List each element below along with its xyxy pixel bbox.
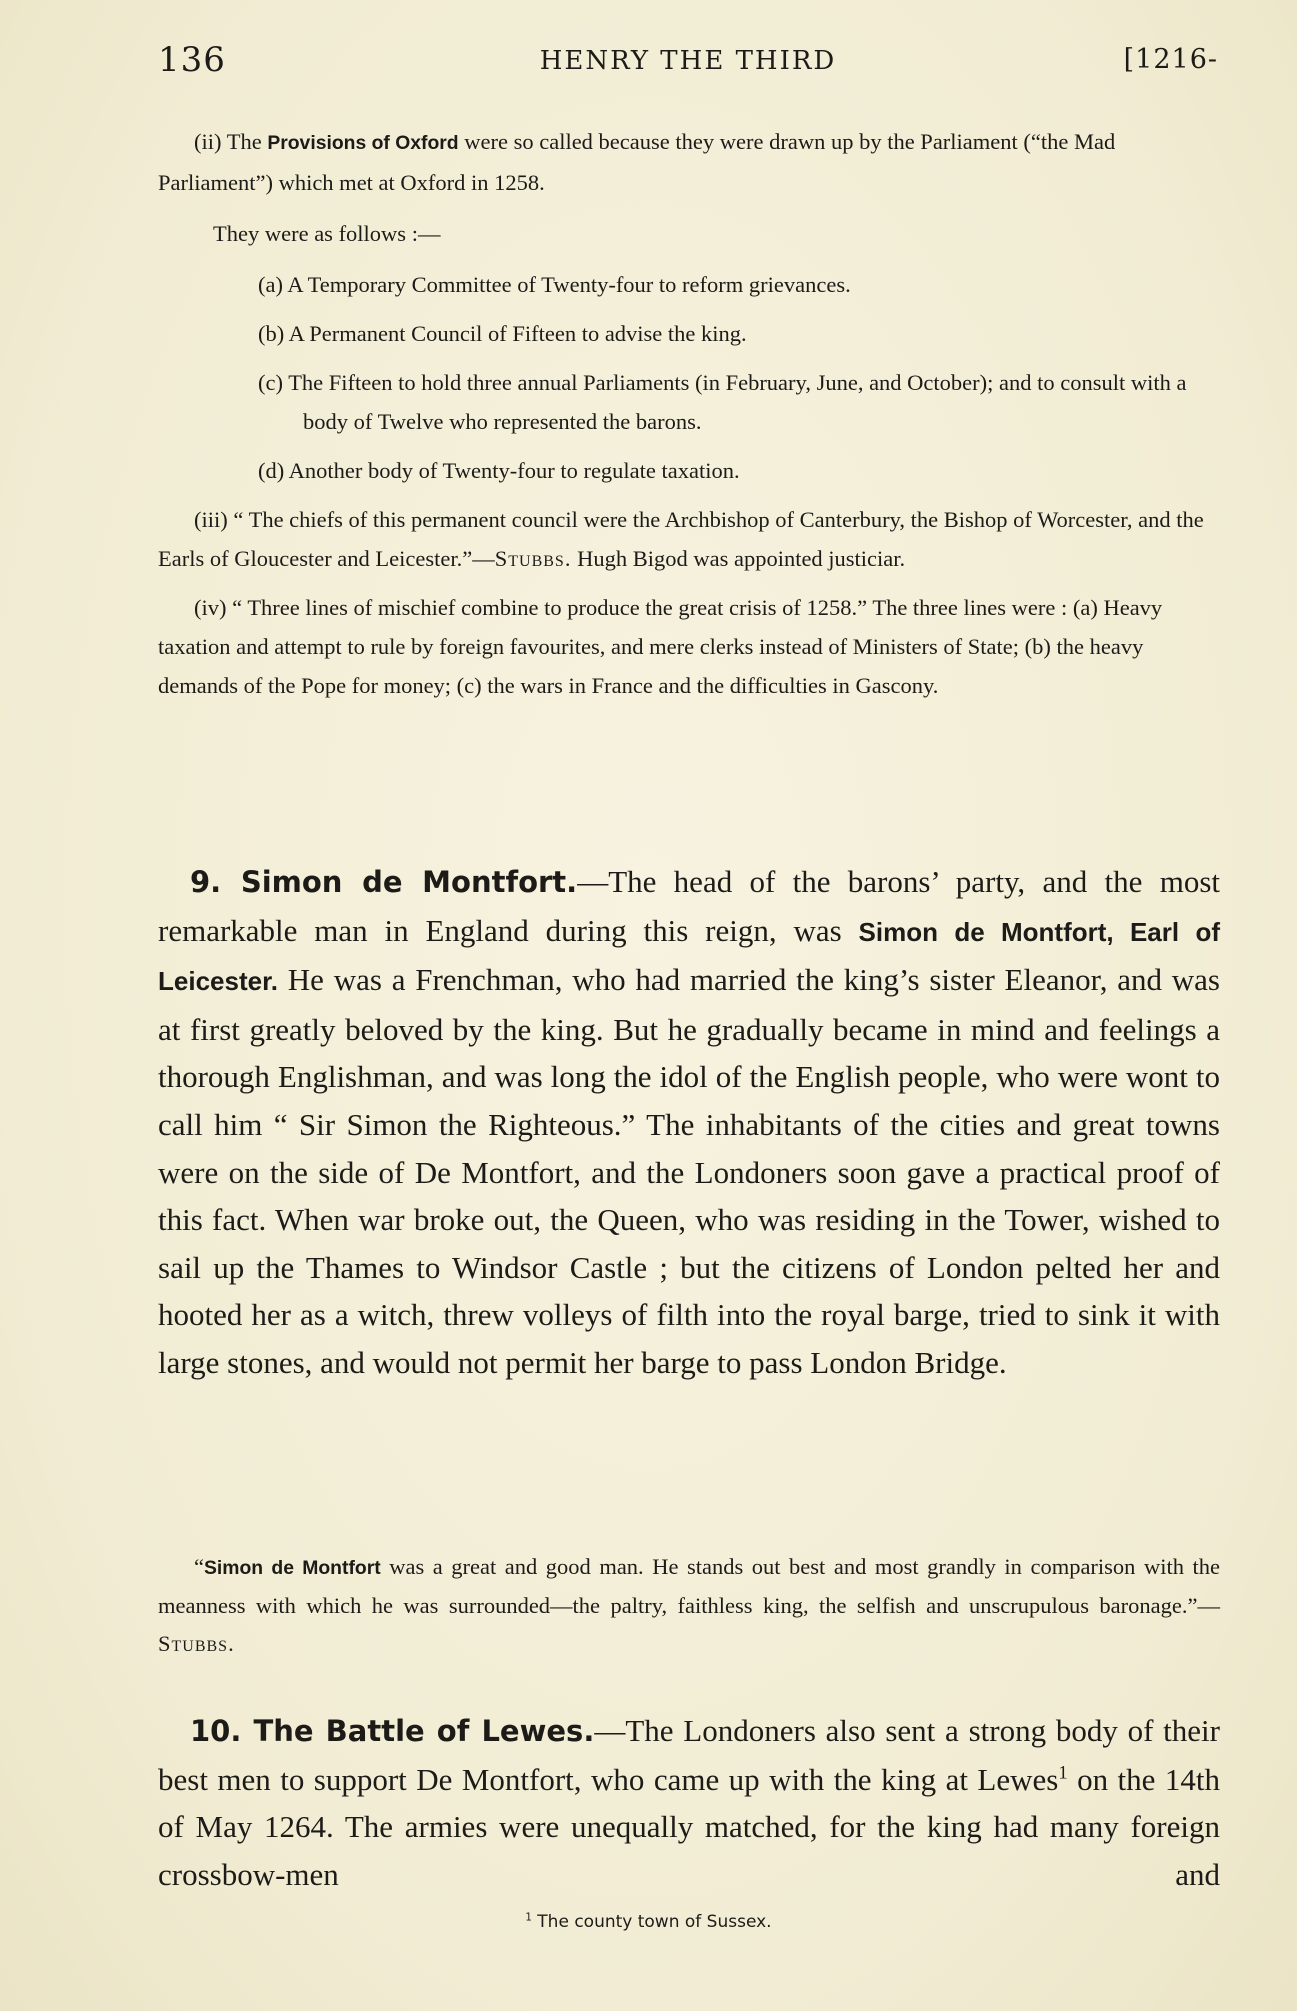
page-header	[158, 40, 1218, 90]
note-iii-source: Stubbs.	[494, 546, 572, 571]
note-iv: (iv) “ Three lines of mischief combine to produce the great crisis of 1258.” The three lines were : (a) Heavy taxation and attempt to rule by foreign favourites, and mere clerks instead of Ministers of State; (b) the heavy demands of the Pope for money; (c) the wars in France and the difficulties in Gascony.	[158, 595, 1163, 698]
quote-paragraph	[158, 1548, 1220, 1663]
footnote	[0, 1912, 1297, 1932]
section-10-heading: 10. The Battle of Lewes.	[190, 1714, 595, 1748]
note-intro: They were as follows :—	[213, 221, 441, 246]
provisions-of-oxford-term: Provisions of Oxford	[267, 132, 459, 154]
note-iii-text: (iii) “ The chiefs of this permanent council were the Archbishop of Canterbury, the Bishop of Worcester, and the Earls of Gloucester and Leicester.”—	[158, 507, 1204, 571]
section-9-text-a: —The head of the barons’ party, and the most remarkable man in England during this reign, was	[158, 864, 1220, 948]
note-iii	[158, 500, 1220, 578]
quote-text: was a great and good man. He stands out best and most grandly in comparison with the meanness with which he was surrounded—the paltry, faithless king, the selfish and unscrupulous baronage.”—	[158, 1554, 1220, 1618]
section-9-heading: 9. Simon de Montfort.	[190, 865, 578, 899]
section-9-paragraph	[158, 858, 1220, 1387]
running-title: HENRY THE THIRD	[539, 46, 837, 76]
footnote-text: The county town of Sussex.	[531, 1912, 772, 1932]
stubbs-quote	[158, 1548, 1220, 1663]
section-10-text-a: —The Londoners also sent a strong body of their best men to support De Montfort, who came up with the king at Lewes	[158, 1713, 1220, 1797]
notes-block	[158, 122, 1220, 705]
section-9-text-b: He was a Frenchman, who had married the king’s sister Eleanor, and was at first greatly beloved by the king. But he gradually became in mind and feelings a thorough Englishman, and was long the idol of the English people, who were wont to call him “ Sir Simon the Righteous.” The inhabitants of the cities and great towns were on the side of De Montfort, and the Londoners soon gave a practical proof of this fact. When war broke out, the Queen, who was residing in the Tower, wished to sail up the Thames to Windsor Castle ; but the citizens of London pelted her and hooted her as a witch, threw volleys of filth into the royal barge, tried to sink it with large stones, and would not permit her barge to pass London Bridge.	[158, 962, 1220, 1380]
header-date: [1216-	[1123, 44, 1218, 75]
simon-de-montfort-name: Simon de Montfort, Earl of Leicester.	[158, 916, 1220, 997]
section-10-paragraph	[158, 1707, 1220, 1898]
note-ii-text: were so called because they were drawn up by the Parliament (“the Mad Parliament”) which met at Oxford in 1258.	[158, 129, 1116, 195]
note-ii-label: (ii) The	[194, 129, 262, 154]
list-item: (c) The Fifteen to hold three annual Parliaments (in February, June, and October); and to consult with a body of Twelve who represented the barons.	[258, 370, 1187, 434]
quote-open: “	[194, 1554, 204, 1579]
page-number: 136	[158, 40, 226, 80]
list-item: (b) A Permanent Council of Fifteen to advise the king.	[258, 321, 747, 346]
quote-source: Stubbs.	[158, 1631, 235, 1656]
list-item: (a) A Temporary Committee of Twenty-four to reform grievances.	[258, 272, 851, 297]
list-item: (d) Another body of Twenty-four to regulate taxation.	[258, 458, 740, 483]
section-10	[158, 1707, 1220, 1898]
note-ii	[158, 122, 1220, 202]
note-iii-tail: Hugh Bigod was appointed justiciar.	[571, 546, 906, 571]
section-9	[158, 858, 1220, 1387]
footnote-ref: 1	[1058, 1762, 1068, 1784]
section-10-text-b: on the 14th of May 1264. The armies were unequally matched, for the king had many foreign crossbow-men and	[158, 1761, 1220, 1892]
quote-name: Simon de Montfort	[204, 1557, 381, 1579]
footnote-mark: 1	[525, 1912, 532, 1924]
